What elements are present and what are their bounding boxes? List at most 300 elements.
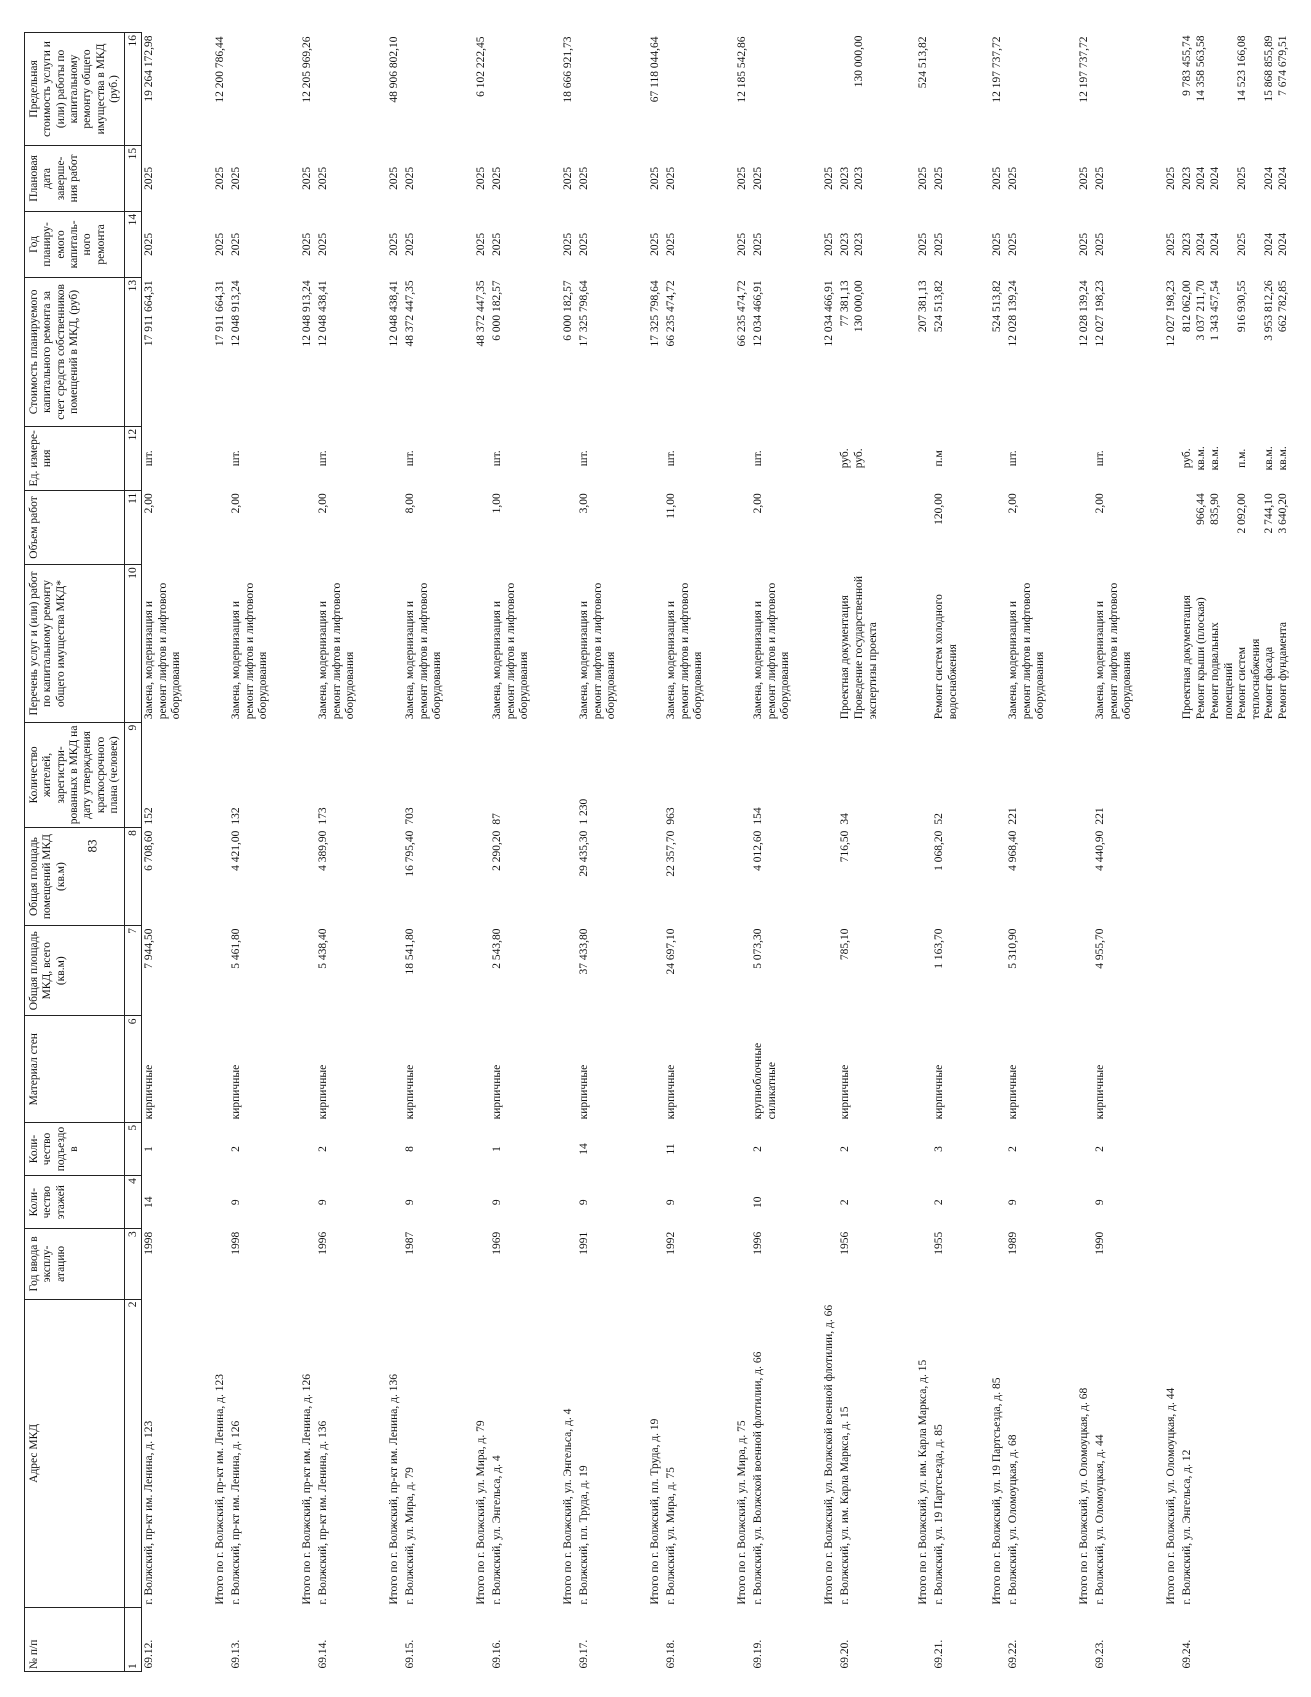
object-row — [838, 33, 900, 1672]
object-limit-cost — [229, 33, 284, 146]
total-cost: 12 028 139,24 — [1077, 280, 1090, 347]
object-residents: 1 230 — [578, 798, 591, 825]
object-row — [316, 33, 371, 1672]
empty-cell — [632, 1176, 664, 1229]
object-address: г. Волжский, ул. Волжской военной флотилии, д. 66 — [752, 1351, 765, 1605]
object-limit-cost-list — [578, 36, 618, 143]
object-premises-area: 4 421,00 — [230, 830, 243, 871]
total-limit-cost: 12 197 737,72 — [1077, 36, 1090, 103]
object-works — [229, 565, 284, 723]
object-entrances: 2 — [752, 1146, 765, 1152]
object-unit-list — [1007, 429, 1047, 487]
repair-year-item: 2024 — [1209, 232, 1222, 256]
total-completion-year: 2025 — [648, 166, 661, 190]
object-completion-year-list — [933, 148, 960, 208]
total-cost: 12 048 913,24 — [300, 280, 313, 347]
empty-cell — [1061, 1176, 1093, 1229]
work-item: Замена, модернизация и ремонт лифтов и лифтового оборудования — [404, 582, 443, 720]
empty-cell — [1061, 828, 1093, 926]
work-item: Замена, модернизация и ремонт лифтов и лифтового оборудования — [230, 582, 269, 720]
work-item: Замена, модернизация и ремонт лифтов и лифтового оборудования — [1007, 582, 1046, 720]
total-row — [371, 33, 403, 1672]
work-item: Ремонт систем теплоснабжения — [1236, 638, 1262, 720]
object-total-area: 1 163,70 — [933, 928, 946, 969]
volume-item: 2 744,10 — [1263, 493, 1276, 534]
empty-cell — [900, 1176, 932, 1229]
empty-cell — [284, 1608, 316, 1672]
object-limit-cost — [751, 33, 806, 146]
object-completion-year-list — [1181, 148, 1291, 208]
empty-cell — [719, 722, 751, 827]
empty-cell — [719, 490, 751, 565]
object-repair-year-list — [491, 214, 531, 274]
empty-cell — [806, 1608, 838, 1672]
object-repair-year-list — [578, 214, 618, 274]
header-wall-material: Материал стен — [25, 1016, 125, 1122]
total-label: Итого по г. Волжский, ул. Волжской военной флотилии, д. 66 — [822, 1304, 835, 1605]
object-year: 1992 — [665, 1231, 678, 1255]
object-unit — [664, 426, 719, 490]
object-row — [664, 33, 719, 1672]
empty-cell — [545, 1016, 577, 1122]
limit-cost-item: 9 783 455,74 — [1181, 35, 1194, 96]
empty-cell — [197, 1016, 229, 1122]
object-number: 69.12. — [143, 1639, 156, 1669]
volume-item: 11,00 — [665, 493, 678, 519]
column-number: 2 — [125, 1299, 142, 1608]
unit-item: п.м. — [1236, 448, 1249, 468]
object-wall-material: кирпичные — [230, 1064, 243, 1120]
empty-cell — [632, 565, 664, 723]
object-volume — [838, 490, 900, 565]
total-repair-year: 2025 — [648, 232, 661, 256]
object-repair-year — [142, 211, 198, 277]
object-limit-cost — [1006, 33, 1061, 146]
cost-item: 12 028 139,24 — [1007, 280, 1020, 347]
object-unit-list — [1181, 429, 1291, 487]
object-entrances: 2 — [839, 1146, 852, 1152]
object-works-list — [578, 568, 618, 720]
limit-cost-item — [230, 36, 270, 143]
empty-cell — [1148, 1608, 1180, 1672]
object-premises-area: 4 389,90 — [317, 830, 330, 871]
empty-cell — [806, 926, 838, 1016]
object-cost — [490, 277, 545, 426]
header-row — [25, 33, 125, 1672]
cost-item: 17 325 798,64 — [578, 280, 591, 347]
limit-cost-item — [752, 36, 792, 143]
object-unit — [316, 426, 371, 490]
object-total-area — [1180, 926, 1311, 1016]
total-repair-year: 2025 — [1077, 232, 1090, 256]
empty-cell — [371, 722, 403, 827]
object-works — [1180, 565, 1311, 723]
unit-item: руб. — [839, 448, 852, 469]
object-cost-list — [1094, 280, 1134, 423]
object-unit-list — [839, 429, 880, 487]
completion-year-item: 2024 — [1195, 166, 1208, 190]
object-total-area: 37 433,80 — [578, 928, 591, 975]
column-number: 3 — [125, 1229, 142, 1299]
total-limit-cost: 12 205 969,26 — [300, 36, 313, 103]
object-cost — [1006, 277, 1061, 426]
cost-item: 77 381,13 — [839, 280, 852, 327]
object-unit-list — [752, 429, 792, 487]
total-row — [545, 33, 577, 1672]
object-volume — [316, 490, 371, 565]
object-completion-year-list — [665, 148, 705, 208]
empty-cell — [900, 828, 932, 926]
object-works — [1006, 565, 1061, 723]
object-completion-year — [490, 145, 545, 211]
repair-year-item: 2025 — [665, 232, 678, 256]
completion-year-item: 2024 — [1263, 166, 1276, 190]
work-item: Проектная документация — [1181, 595, 1194, 720]
unit-item: шт. — [317, 450, 330, 467]
empty-cell — [1148, 722, 1180, 827]
empty-cell — [632, 1122, 664, 1175]
object-volume-list — [933, 493, 960, 562]
object-repair-year-list — [1181, 214, 1291, 274]
repair-year-item: 2023 — [1181, 232, 1194, 256]
object-cost-list — [1181, 280, 1291, 423]
object-volume-list — [665, 493, 705, 562]
empty-cell — [806, 1176, 838, 1229]
work-item: Проектная документация — [839, 595, 852, 720]
total-label: Итого по г. Волжский, ул. Оломоуцкая, д. 44 — [1164, 1387, 1177, 1605]
empty-cell — [458, 926, 490, 1016]
empty-cell — [458, 1016, 490, 1122]
empty-cell — [371, 426, 403, 490]
object-limit-cost-list — [1094, 36, 1134, 143]
object-floors: 9 — [1094, 1199, 1107, 1206]
volume-item — [1181, 493, 1195, 562]
object-premises-area: 29 435,30 — [578, 830, 591, 877]
volume-item: 2,00 — [143, 493, 156, 514]
empty-cell — [900, 926, 932, 1016]
object-wall-material: кирпичные — [1094, 1064, 1107, 1120]
object-year: 1987 — [404, 1231, 417, 1255]
object-cost — [403, 277, 458, 426]
object-wall-material: кирпичные — [839, 1064, 852, 1120]
completion-year-item: 2025 — [665, 166, 678, 190]
column-number: 15 — [125, 145, 142, 211]
object-unit — [838, 426, 900, 490]
empty-cell — [806, 1122, 838, 1175]
work-item: Замена, модернизация и ремонт лифтов и лифтового оборудования — [143, 582, 182, 720]
empty-cell — [545, 1229, 577, 1299]
object-completion-year-list — [491, 148, 531, 208]
object-cost-list — [665, 280, 705, 423]
column-number: 8 — [125, 828, 142, 926]
header-repair-year: Год планиру-емого капиталь-ного ремонта — [25, 211, 125, 277]
limit-cost-item — [665, 36, 705, 143]
object-volume — [229, 490, 284, 565]
cost-item: 17 911 664,31 — [143, 280, 156, 347]
object-unit — [577, 426, 632, 490]
object-row — [1180, 33, 1311, 1672]
object-unit-list — [665, 429, 705, 487]
object-year — [1180, 1229, 1311, 1299]
limit-cost-item — [1007, 36, 1047, 143]
object-works-list — [1094, 568, 1134, 720]
object-repair-year-list — [230, 214, 270, 274]
object-residents: 34 — [839, 813, 852, 825]
header-floors: Коли-чество этажей — [25, 1176, 125, 1229]
object-limit-cost — [403, 33, 458, 146]
object-total-area: 4 955,70 — [1094, 928, 1107, 969]
total-row — [974, 33, 1006, 1672]
empty-cell — [1148, 1229, 1180, 1299]
empty-cell — [974, 722, 1006, 827]
object-repair-year-list — [404, 214, 444, 274]
repair-year-item: 2023 — [839, 232, 852, 256]
object-volume-list — [752, 493, 792, 562]
object-volume-list — [1007, 493, 1047, 562]
limit-cost-item — [1094, 36, 1134, 143]
empty-cell — [1148, 1016, 1180, 1122]
object-wall-material: кирпичные — [578, 1064, 591, 1120]
object-premises-area: 4 440,90 — [1094, 830, 1107, 871]
completion-year-item: 2023 — [839, 166, 852, 190]
empty-cell — [974, 828, 1006, 926]
work-item: Проведение государственной экспертизы проекта — [853, 575, 879, 720]
object-residents: 154 — [752, 807, 765, 825]
object-unit-list — [491, 429, 531, 487]
limit-cost-item: 19 264 172,98 — [143, 35, 156, 102]
object-works — [1093, 565, 1148, 723]
completion-year-item: 2025 — [752, 166, 765, 190]
object-repair-year — [664, 211, 719, 277]
object-cost-list — [1007, 280, 1047, 423]
cost-item: 48 372 447,35 — [404, 280, 417, 347]
total-row — [806, 33, 838, 1672]
empty-cell — [974, 426, 1006, 490]
object-limit-cost-list — [491, 36, 531, 143]
object-limit-cost-list — [752, 36, 792, 143]
object-cost — [838, 277, 900, 426]
completion-year-item: 2025 — [933, 166, 946, 190]
completion-year-item: 2025 — [143, 166, 156, 190]
header-works: Перечень услуг и (или) работ по капитальному ремонту общего имущества МКД* — [25, 565, 125, 723]
rotated-page — [24, 32, 1290, 1672]
object-works — [838, 565, 900, 723]
object-cost-list — [839, 280, 880, 423]
completion-year-item: 2023 — [1181, 166, 1194, 190]
object-address: г. Волжский, ул. Энгельса, д. 4 — [491, 1455, 504, 1605]
total-cost: 66 235 474,72 — [735, 280, 748, 347]
empty-cell — [197, 1229, 229, 1299]
object-cost — [1180, 277, 1311, 426]
total-completion-year: 2025 — [822, 166, 835, 190]
total-repair-year: 2025 — [1164, 232, 1177, 256]
total-limit-cost: 524 513,82 — [916, 36, 929, 89]
repair-year-item: 2024 — [1263, 232, 1276, 256]
limit-cost-item: 14 358 563,58 — [1195, 35, 1208, 102]
object-works-list — [404, 568, 444, 720]
empty-cell — [1061, 1122, 1093, 1175]
unit-item: кв.м. — [1263, 446, 1276, 471]
empty-cell — [458, 828, 490, 926]
repair-year-item: 2025 — [230, 232, 243, 256]
object-number: 69.17. — [578, 1639, 591, 1669]
total-cost: 17 911 664,31 — [213, 280, 226, 347]
object-completion-year-list — [839, 148, 880, 208]
cost-item: 66 235 474,72 — [665, 280, 678, 347]
object-number: 69.14. — [317, 1639, 330, 1669]
empty-cell — [284, 1176, 316, 1229]
object-number: 69.22. — [1007, 1639, 1020, 1669]
object-wall-material: крупноблочные силикатные — [752, 1042, 778, 1120]
empty-cell — [197, 1608, 229, 1672]
empty-cell — [545, 926, 577, 1016]
object-premises-area: 1 068,20 — [933, 830, 946, 871]
volume-item: 2,00 — [230, 493, 243, 514]
work-item: Ремонт подвальных помещений — [1209, 622, 1235, 720]
object-works — [316, 565, 371, 723]
total-row — [284, 33, 316, 1672]
total-label: Итого по г. Волжский, пр-кт им. Ленина, д. 123 — [213, 1373, 226, 1605]
empty-cell — [900, 722, 932, 827]
object-number: 69.13. — [230, 1639, 243, 1669]
cost-item: 916 930,55 — [1236, 280, 1249, 333]
object-works-list — [1007, 568, 1047, 720]
unit-item: шт. — [1007, 450, 1020, 467]
completion-year-item: 2025 — [317, 166, 330, 190]
column-number: 9 — [125, 722, 142, 827]
total-cost: 12 048 438,41 — [387, 280, 400, 347]
object-unit — [1006, 426, 1061, 490]
unit-item: шт. — [491, 450, 504, 467]
object-works — [664, 565, 719, 723]
object-volume — [664, 490, 719, 565]
empty-cell — [632, 926, 664, 1016]
column-number: 11 — [125, 490, 142, 565]
object-repair-year-list — [933, 214, 960, 274]
object-row — [229, 33, 284, 1672]
object-limit-cost — [142, 33, 198, 146]
object-wall-material: кирпичные — [1007, 1064, 1020, 1120]
header-cost: Стоимость планируемого капитального ремонта за счет средств собственников помещений в МКД, (руб) — [25, 277, 125, 426]
repair-year-item: 2025 — [317, 232, 330, 256]
empty-cell — [632, 1016, 664, 1122]
total-limit-cost — [1148, 33, 1180, 146]
empty-cell — [1061, 722, 1093, 827]
object-floors: 9 — [404, 1199, 417, 1206]
object-volume — [1006, 490, 1061, 565]
total-label: Итого по г. Волжский, ул. Мира, д. 79 — [474, 1420, 487, 1605]
empty-cell — [900, 1608, 932, 1672]
object-wall-material: кирпичные — [491, 1064, 504, 1120]
empty-cell — [900, 1229, 932, 1299]
repair-year-item: 2024 — [1277, 232, 1290, 256]
column-number: 6 — [125, 1016, 142, 1122]
empty-cell — [719, 1608, 751, 1672]
empty-cell — [545, 490, 577, 565]
work-item: Замена, модернизация и ремонт лифтов и лифтового оборудования — [665, 582, 704, 720]
object-floors: 2 — [933, 1199, 946, 1206]
repair-year-item: 2025 — [1094, 232, 1107, 256]
total-repair-year: 2025 — [387, 232, 400, 256]
empty-cell — [719, 1016, 751, 1122]
object-wall-material: кирпичные — [933, 1064, 946, 1120]
object-repair-year — [229, 211, 284, 277]
empty-cell — [371, 1176, 403, 1229]
column-number: 7 — [125, 926, 142, 1016]
object-completion-year — [316, 145, 371, 211]
empty-cell — [1148, 828, 1180, 926]
cost-item: 6 000 182,57 — [491, 280, 504, 341]
header-num: № п/п — [25, 1608, 125, 1672]
object-year: 1998 — [230, 1231, 243, 1255]
object-wall-material: кирпичные — [404, 1064, 417, 1120]
empty-cell — [458, 1608, 490, 1672]
column-number: 4 — [125, 1176, 142, 1229]
object-cost-list — [230, 280, 270, 423]
object-volume — [490, 490, 545, 565]
completion-year-item: 2024 — [1209, 166, 1222, 190]
total-completion-year: 2025 — [1077, 166, 1090, 190]
volume-item: 2,00 — [752, 493, 765, 514]
object-total-area: 5 073,30 — [752, 928, 765, 969]
object-repair-year — [1093, 211, 1148, 277]
object-works-list — [933, 568, 960, 720]
total-row — [719, 33, 751, 1672]
object-total-area: 5 461,80 — [230, 928, 243, 969]
total-cost: 6 000 182,57 — [561, 280, 574, 341]
empty-cell — [719, 828, 751, 926]
total-limit-cost: 67 118 044,64 — [648, 36, 661, 103]
object-works-list — [317, 568, 357, 720]
total-row — [458, 33, 490, 1672]
empty-cell — [1061, 1608, 1093, 1672]
object-cost — [664, 277, 719, 426]
empty-cell — [806, 722, 838, 827]
empty-cell — [632, 490, 664, 565]
object-row — [403, 33, 458, 1672]
empty-cell — [1061, 426, 1093, 490]
object-limit-cost-list — [933, 36, 960, 143]
capital-repair-table — [24, 32, 1311, 1672]
empty-cell — [371, 1016, 403, 1122]
repair-year-item: 2025 — [933, 232, 946, 256]
total-repair-year: 2025 — [300, 232, 313, 256]
header-limit-cost: Предельная стоимость услуги и (или) работы по капитальному ремонту общего имущества в МКД (руб.) — [25, 33, 125, 146]
object-address: г. Волжский, ул. Мира, д. 75 — [665, 1467, 678, 1605]
object-repair-year — [403, 211, 458, 277]
empty-cell — [806, 490, 838, 565]
empty-cell — [1148, 565, 1180, 723]
object-repair-year — [932, 211, 974, 277]
object-number: 69.23. — [1094, 1639, 1107, 1669]
empty-cell — [545, 1608, 577, 1672]
empty-cell — [284, 828, 316, 926]
total-cost: 12 034 466,91 — [822, 280, 835, 347]
empty-cell — [545, 1122, 577, 1175]
object-residents: 52 — [933, 813, 946, 825]
object-year: 1955 — [933, 1231, 946, 1255]
object-row — [751, 33, 806, 1672]
object-unit-list — [1094, 429, 1134, 487]
completion-year-item: 2025 — [578, 166, 591, 190]
total-repair-year: 2025 — [474, 232, 487, 256]
object-address: г. Волжский, ул. Оломоуцкая, д. 44 — [1094, 1434, 1107, 1605]
object-entrances: 2 — [1007, 1146, 1020, 1152]
empty-cell — [371, 1229, 403, 1299]
object-works — [142, 565, 198, 723]
empty-cell — [458, 1122, 490, 1175]
empty-cell — [284, 1122, 316, 1175]
